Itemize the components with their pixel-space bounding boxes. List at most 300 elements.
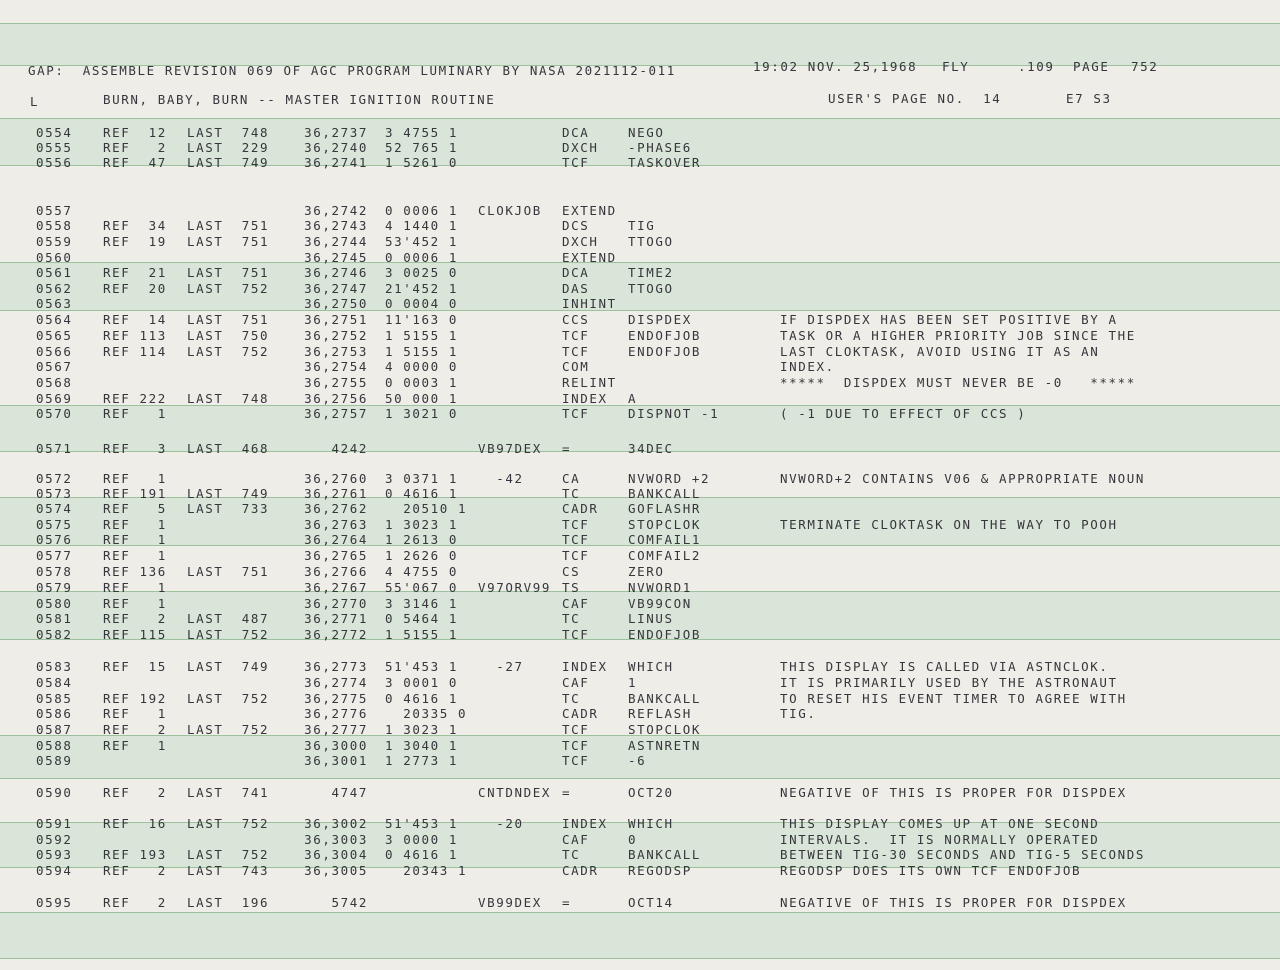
object-word: 1 2773 1 bbox=[385, 753, 459, 768]
paper-rule bbox=[0, 262, 1280, 263]
opcode: TCF bbox=[562, 753, 590, 768]
operand: NEGO bbox=[628, 125, 665, 140]
operand: TTOGO bbox=[628, 281, 674, 296]
ref-count: REF 1 bbox=[103, 517, 167, 532]
address: 36,2740 bbox=[304, 140, 368, 155]
ref-count: REF 1 bbox=[103, 580, 167, 595]
last-ref: LAST 752 bbox=[187, 344, 270, 359]
last-ref: LAST 752 bbox=[187, 691, 270, 706]
address: 36,2776 bbox=[304, 706, 368, 721]
opcode: EXTEND bbox=[562, 203, 617, 218]
symbol-label: -27 bbox=[478, 659, 524, 674]
last-ref: LAST 468 bbox=[187, 441, 270, 456]
operand: ENDOFJOB bbox=[628, 344, 702, 359]
operand: DISPDEX bbox=[628, 312, 692, 327]
opcode: INHINT bbox=[562, 296, 617, 311]
line-number: 0574 bbox=[36, 501, 73, 516]
opcode: DCA bbox=[562, 125, 590, 140]
operand: VB99CON bbox=[628, 596, 692, 611]
ref-count: REF 136 bbox=[103, 564, 167, 579]
ref-count: REF 21 bbox=[103, 265, 167, 280]
paper-rule bbox=[0, 778, 1280, 779]
object-word: 0 0003 1 bbox=[385, 375, 459, 390]
opcode: TCF bbox=[562, 548, 590, 563]
opcode: CA bbox=[562, 471, 581, 486]
operand: OCT20 bbox=[628, 785, 674, 800]
object-word: 50 000 1 bbox=[385, 391, 459, 406]
line-number: 0586 bbox=[36, 706, 73, 721]
line-number: 0573 bbox=[36, 486, 73, 501]
address: 36,2747 bbox=[304, 281, 368, 296]
ref-count: REF 12 bbox=[103, 125, 167, 140]
last-ref: LAST 752 bbox=[187, 722, 270, 737]
line-number: 0557 bbox=[36, 203, 73, 218]
address: 36,2752 bbox=[304, 328, 368, 343]
address: 36,2766 bbox=[304, 564, 368, 579]
opcode: TCF bbox=[562, 406, 590, 421]
line-number: 0572 bbox=[36, 471, 73, 486]
object-word: 1 2626 0 bbox=[385, 548, 459, 563]
object-word: 20343 1 bbox=[385, 863, 468, 878]
line-number: 0560 bbox=[36, 250, 73, 265]
ref-count: REF 1 bbox=[103, 596, 167, 611]
address: 36,2757 bbox=[304, 406, 368, 421]
object-word: 1 5155 1 bbox=[385, 328, 459, 343]
line-number: 0562 bbox=[36, 281, 73, 296]
green-bar bbox=[0, 912, 1280, 958]
paper-rule bbox=[0, 118, 1280, 119]
object-word: 3 0025 0 bbox=[385, 265, 459, 280]
operand: NVWORD1 bbox=[628, 580, 692, 595]
ref-count: REF 1 bbox=[103, 548, 167, 563]
opcode: CS bbox=[562, 564, 581, 579]
symbol-label: V97ORV99 bbox=[478, 580, 552, 595]
address: 36,2765 bbox=[304, 548, 368, 563]
last-ref: LAST 752 bbox=[187, 847, 270, 862]
opcode: RELINT bbox=[562, 375, 617, 390]
opcode: TCF bbox=[562, 155, 590, 170]
address: 36,2755 bbox=[304, 375, 368, 390]
line-number: 0566 bbox=[36, 344, 73, 359]
ref-count: REF 115 bbox=[103, 627, 167, 642]
last-ref: LAST 752 bbox=[187, 627, 270, 642]
opcode: TCF bbox=[562, 627, 590, 642]
header-title: GAP: ASSEMBLE REVISION 069 OF AGC PROGRAM LUMINARY BY NASA 2021112-011 bbox=[28, 63, 676, 78]
opcode: DXCH bbox=[562, 140, 599, 155]
address: 36,3004 bbox=[304, 847, 368, 862]
operand: -PHASE6 bbox=[628, 140, 692, 155]
opcode: = bbox=[562, 441, 572, 456]
ref-count: REF 15 bbox=[103, 659, 167, 674]
operand: REFLASH bbox=[628, 706, 692, 721]
opcode: TCF bbox=[562, 328, 590, 343]
object-word: 1 5155 1 bbox=[385, 344, 459, 359]
ref-count: REF 2 bbox=[103, 863, 167, 878]
ref-count: REF 2 bbox=[103, 895, 167, 910]
log-label: L bbox=[30, 94, 40, 109]
operand: TTOGO bbox=[628, 234, 674, 249]
address: 36,2764 bbox=[304, 532, 368, 547]
object-word: 1 3023 1 bbox=[385, 517, 459, 532]
opcode: TC bbox=[562, 847, 581, 862]
operand: A bbox=[628, 391, 638, 406]
line-number: 0585 bbox=[36, 691, 73, 706]
symbol-label: -42 bbox=[478, 471, 524, 486]
opcode: TCF bbox=[562, 722, 590, 737]
header-timestamp: 19:02 NOV. 25,1968 bbox=[753, 59, 918, 74]
ref-count: REF 2 bbox=[103, 611, 167, 626]
last-ref: LAST 196 bbox=[187, 895, 270, 910]
operand: BANKCALL bbox=[628, 847, 702, 862]
opcode: TCF bbox=[562, 532, 590, 547]
address: 36,2756 bbox=[304, 391, 368, 406]
address: 36,2762 bbox=[304, 501, 368, 516]
opcode: TCF bbox=[562, 738, 590, 753]
object-word: 0 4616 1 bbox=[385, 691, 459, 706]
line-number: 0587 bbox=[36, 722, 73, 737]
line-number: 0561 bbox=[36, 265, 73, 280]
object-word: 0 0004 0 bbox=[385, 296, 459, 311]
object-word: 3 3146 1 bbox=[385, 596, 459, 611]
object-word: 55'067 0 bbox=[385, 580, 459, 595]
object-word: 20510 1 bbox=[385, 501, 468, 516]
object-word: 51'453 1 bbox=[385, 816, 459, 831]
address: 4242 bbox=[331, 441, 368, 456]
address: 36,2754 bbox=[304, 359, 368, 374]
ref-count: REF 113 bbox=[103, 328, 167, 343]
operand: COMFAIL1 bbox=[628, 532, 702, 547]
line-number: 0583 bbox=[36, 659, 73, 674]
operand: DISPNOT -1 bbox=[628, 406, 720, 421]
opcode: DAS bbox=[562, 281, 590, 296]
last-ref: LAST 751 bbox=[187, 234, 270, 249]
line-number: 0569 bbox=[36, 391, 73, 406]
line-number: 0565 bbox=[36, 328, 73, 343]
operand: 34DEC bbox=[628, 441, 674, 456]
comment: THIS DISPLAY IS CALLED VIA ASTNCLOK. bbox=[780, 659, 1109, 674]
last-ref: LAST 749 bbox=[187, 486, 270, 501]
address: 36,2750 bbox=[304, 296, 368, 311]
operand: TIME2 bbox=[628, 265, 674, 280]
address: 36,2763 bbox=[304, 517, 368, 532]
operand: BANKCALL bbox=[628, 691, 702, 706]
paper-rule bbox=[0, 23, 1280, 24]
line-number: 0570 bbox=[36, 406, 73, 421]
ref-count: REF 1 bbox=[103, 706, 167, 721]
ref-count: REF 14 bbox=[103, 312, 167, 327]
ref-count: REF 2 bbox=[103, 140, 167, 155]
object-word: 1 5155 1 bbox=[385, 627, 459, 642]
opcode: INDEX bbox=[562, 659, 608, 674]
opcode: CADR bbox=[562, 501, 599, 516]
operand: TIG bbox=[628, 218, 656, 233]
operand: STOPCLOK bbox=[628, 517, 702, 532]
symbol-label: VB97DEX bbox=[478, 441, 542, 456]
address: 36,2751 bbox=[304, 312, 368, 327]
opcode: TC bbox=[562, 611, 581, 626]
line-number: 0556 bbox=[36, 155, 73, 170]
header-version: .109 bbox=[1018, 59, 1055, 74]
line-number: 0582 bbox=[36, 627, 73, 642]
last-ref: LAST 733 bbox=[187, 501, 270, 516]
object-word: 3 4755 1 bbox=[385, 125, 459, 140]
opcode: INDEX bbox=[562, 816, 608, 831]
line-number: 0567 bbox=[36, 359, 73, 374]
symbol-label: -20 bbox=[478, 816, 524, 831]
comment: NEGATIVE OF THIS IS PROPER FOR DISPDEX bbox=[780, 785, 1127, 800]
line-number: 0592 bbox=[36, 832, 73, 847]
operand: GOFLASHR bbox=[628, 501, 702, 516]
address: 36,2767 bbox=[304, 580, 368, 595]
address: 36,2753 bbox=[304, 344, 368, 359]
line-number: 0577 bbox=[36, 548, 73, 563]
last-ref: LAST 749 bbox=[187, 659, 270, 674]
section-code: E7 S3 bbox=[1066, 91, 1112, 106]
last-ref: LAST 229 bbox=[187, 140, 270, 155]
comment: ( -1 DUE TO EFFECT OF CCS ) bbox=[780, 406, 1027, 421]
comment: IT IS PRIMARILY USED BY THE ASTRONAUT bbox=[780, 675, 1118, 690]
object-word: 0 0006 1 bbox=[385, 250, 459, 265]
last-ref: LAST 743 bbox=[187, 863, 270, 878]
operand: REGODSP bbox=[628, 863, 692, 878]
object-word: 1 5261 0 bbox=[385, 155, 459, 170]
object-word: 0 0006 1 bbox=[385, 203, 459, 218]
ref-count: REF 192 bbox=[103, 691, 167, 706]
object-word: 1 2613 0 bbox=[385, 532, 459, 547]
object-word: 4 1440 1 bbox=[385, 218, 459, 233]
address: 36,3000 bbox=[304, 738, 368, 753]
address: 36,2744 bbox=[304, 234, 368, 249]
opcode: CCS bbox=[562, 312, 590, 327]
line-number: 0580 bbox=[36, 596, 73, 611]
address: 5742 bbox=[331, 895, 368, 910]
comment: BETWEEN TIG-30 SECONDS AND TIG-5 SECONDS bbox=[780, 847, 1146, 862]
address: 36,2746 bbox=[304, 265, 368, 280]
operand: ENDOFJOB bbox=[628, 328, 702, 343]
line-number: 0578 bbox=[36, 564, 73, 579]
object-word: 3 0371 1 bbox=[385, 471, 459, 486]
address: 36,2745 bbox=[304, 250, 368, 265]
line-number: 0579 bbox=[36, 580, 73, 595]
ref-count: REF 5 bbox=[103, 501, 167, 516]
address: 36,2772 bbox=[304, 627, 368, 642]
operand: OCT14 bbox=[628, 895, 674, 910]
address: 36,2777 bbox=[304, 722, 368, 737]
address: 36,2771 bbox=[304, 611, 368, 626]
ref-count: REF 2 bbox=[103, 785, 167, 800]
object-word: 4 0000 0 bbox=[385, 359, 459, 374]
line-number: 0571 bbox=[36, 441, 73, 456]
operand: -6 bbox=[628, 753, 647, 768]
opcode: TC bbox=[562, 691, 581, 706]
comment: IF DISPDEX HAS BEEN SET POSITIVE BY A bbox=[780, 312, 1118, 327]
address: 36,2775 bbox=[304, 691, 368, 706]
operand: WHICH bbox=[628, 659, 674, 674]
object-word: 51'453 1 bbox=[385, 659, 459, 674]
header-page-number: 752 bbox=[1131, 59, 1159, 74]
comment: TASK OR A HIGHER PRIORITY JOB SINCE THE bbox=[780, 328, 1136, 343]
line-number: 0591 bbox=[36, 816, 73, 831]
line-number: 0581 bbox=[36, 611, 73, 626]
address: 36,2742 bbox=[304, 203, 368, 218]
line-number: 0559 bbox=[36, 234, 73, 249]
object-word: 4 4755 0 bbox=[385, 564, 459, 579]
last-ref: LAST 752 bbox=[187, 816, 270, 831]
line-number: 0589 bbox=[36, 753, 73, 768]
opcode: = bbox=[562, 895, 572, 910]
ref-count: REF 114 bbox=[103, 344, 167, 359]
ref-count: REF 34 bbox=[103, 218, 167, 233]
ref-count: REF 191 bbox=[103, 486, 167, 501]
operand: ASTNRETN bbox=[628, 738, 702, 753]
operand: NVWORD +2 bbox=[628, 471, 711, 486]
last-ref: LAST 751 bbox=[187, 564, 270, 579]
header-page-label: PAGE bbox=[1073, 59, 1110, 74]
address: 36,3001 bbox=[304, 753, 368, 768]
object-word: 0 4616 1 bbox=[385, 847, 459, 862]
opcode: TC bbox=[562, 486, 581, 501]
address: 36,2770 bbox=[304, 596, 368, 611]
ref-count: REF 1 bbox=[103, 738, 167, 753]
operand: TASKOVER bbox=[628, 155, 702, 170]
address: 36,3003 bbox=[304, 832, 368, 847]
comment: NVWORD+2 CONTAINS V06 & APPROPRIATE NOUN bbox=[780, 471, 1146, 486]
ref-count: REF 3 bbox=[103, 441, 167, 456]
operand: LINUS bbox=[628, 611, 674, 626]
line-number: 0594 bbox=[36, 863, 73, 878]
last-ref: LAST 748 bbox=[187, 125, 270, 140]
comment: LAST CLOKTASK, AVOID USING IT AS AN bbox=[780, 344, 1100, 359]
paper-rule bbox=[0, 310, 1280, 311]
operand: 1 bbox=[628, 675, 638, 690]
line-number: 0588 bbox=[36, 738, 73, 753]
object-word: 3 0001 0 bbox=[385, 675, 459, 690]
line-number: 0575 bbox=[36, 517, 73, 532]
paper-rule bbox=[0, 958, 1280, 959]
ref-count: REF 193 bbox=[103, 847, 167, 862]
comment: ***** DISPDEX MUST NEVER BE -0 ***** bbox=[780, 375, 1136, 390]
object-word: 20335 0 bbox=[385, 706, 468, 721]
comment: INTERVALS. IT IS NORMALLY OPERATED bbox=[780, 832, 1100, 847]
opcode: CAF bbox=[562, 675, 590, 690]
object-word: 11'163 0 bbox=[385, 312, 459, 327]
object-word: 0 4616 1 bbox=[385, 486, 459, 501]
user-page-number: USER'S PAGE NO. 14 bbox=[828, 91, 1002, 106]
symbol-label: CNTDNDEX bbox=[478, 785, 552, 800]
opcode: DCS bbox=[562, 218, 590, 233]
last-ref: LAST 750 bbox=[187, 328, 270, 343]
last-ref: LAST 751 bbox=[187, 265, 270, 280]
operand: BANKCALL bbox=[628, 486, 702, 501]
comment: TO RESET HIS EVENT TIMER TO AGREE WITH bbox=[780, 691, 1127, 706]
address: 36,3002 bbox=[304, 816, 368, 831]
section-title: BURN, BABY, BURN -- MASTER IGNITION ROUTINE bbox=[103, 92, 496, 107]
operand: ENDOFJOB bbox=[628, 627, 702, 642]
ref-count: REF 47 bbox=[103, 155, 167, 170]
line-number: 0558 bbox=[36, 218, 73, 233]
opcode: DXCH bbox=[562, 234, 599, 249]
operand: WHICH bbox=[628, 816, 674, 831]
opcode: TS bbox=[562, 580, 581, 595]
last-ref: LAST 751 bbox=[187, 218, 270, 233]
address: 36,2741 bbox=[304, 155, 368, 170]
line-number: 0595 bbox=[36, 895, 73, 910]
line-number: 0554 bbox=[36, 125, 73, 140]
comment: REGODSP DOES ITS OWN TCF ENDOFJOB bbox=[780, 863, 1082, 878]
address: 4747 bbox=[331, 785, 368, 800]
header-mode: FLY bbox=[942, 59, 970, 74]
last-ref: LAST 487 bbox=[187, 611, 270, 626]
last-ref: LAST 752 bbox=[187, 281, 270, 296]
symbol-label: CLOKJOB bbox=[478, 203, 542, 218]
line-number: 0576 bbox=[36, 532, 73, 547]
object-word: 1 3021 0 bbox=[385, 406, 459, 421]
object-word: 0 5464 1 bbox=[385, 611, 459, 626]
address: 36,2761 bbox=[304, 486, 368, 501]
line-number: 0584 bbox=[36, 675, 73, 690]
operand: ZERO bbox=[628, 564, 665, 579]
comment: THIS DISPLAY COMES UP AT ONE SECOND bbox=[780, 816, 1100, 831]
opcode: EXTEND bbox=[562, 250, 617, 265]
paper-rule bbox=[0, 912, 1280, 913]
opcode: CAF bbox=[562, 596, 590, 611]
comment: TERMINATE CLOKTASK ON THE WAY TO POOH bbox=[780, 517, 1118, 532]
last-ref: LAST 741 bbox=[187, 785, 270, 800]
operand: 0 bbox=[628, 832, 638, 847]
object-word: 3 0000 1 bbox=[385, 832, 459, 847]
operand: STOPCLOK bbox=[628, 722, 702, 737]
last-ref: LAST 748 bbox=[187, 391, 270, 406]
ref-count: REF 1 bbox=[103, 471, 167, 486]
address: 36,2773 bbox=[304, 659, 368, 674]
opcode: COM bbox=[562, 359, 590, 374]
address: 36,2743 bbox=[304, 218, 368, 233]
opcode: CADR bbox=[562, 863, 599, 878]
object-word: 52 765 1 bbox=[385, 140, 459, 155]
opcode: INDEX bbox=[562, 391, 608, 406]
address: 36,2737 bbox=[304, 125, 368, 140]
opcode: = bbox=[562, 785, 572, 800]
address: 36,2774 bbox=[304, 675, 368, 690]
operand: COMFAIL2 bbox=[628, 548, 702, 563]
ref-count: REF 1 bbox=[103, 532, 167, 547]
address: 36,3005 bbox=[304, 863, 368, 878]
comment: INDEX. bbox=[780, 359, 835, 374]
ref-count: REF 2 bbox=[103, 722, 167, 737]
ref-count: REF 16 bbox=[103, 816, 167, 831]
comment: TIG. bbox=[780, 706, 817, 721]
opcode: TCF bbox=[562, 517, 590, 532]
line-number: 0593 bbox=[36, 847, 73, 862]
object-word: 53'452 1 bbox=[385, 234, 459, 249]
ref-count: REF 20 bbox=[103, 281, 167, 296]
line-number: 0555 bbox=[36, 140, 73, 155]
opcode: DCA bbox=[562, 265, 590, 280]
symbol-label: VB99DEX bbox=[478, 895, 542, 910]
object-word: 1 3040 1 bbox=[385, 738, 459, 753]
line-number: 0568 bbox=[36, 375, 73, 390]
line-number: 0590 bbox=[36, 785, 73, 800]
object-word: 1 3023 1 bbox=[385, 722, 459, 737]
last-ref: LAST 751 bbox=[187, 312, 270, 327]
ref-count: REF 1 bbox=[103, 406, 167, 421]
line-number: 0563 bbox=[36, 296, 73, 311]
ref-count: REF 19 bbox=[103, 234, 167, 249]
last-ref: LAST 749 bbox=[187, 155, 270, 170]
object-word: 21'452 1 bbox=[385, 281, 459, 296]
opcode: CAF bbox=[562, 832, 590, 847]
ref-count: REF 222 bbox=[103, 391, 167, 406]
